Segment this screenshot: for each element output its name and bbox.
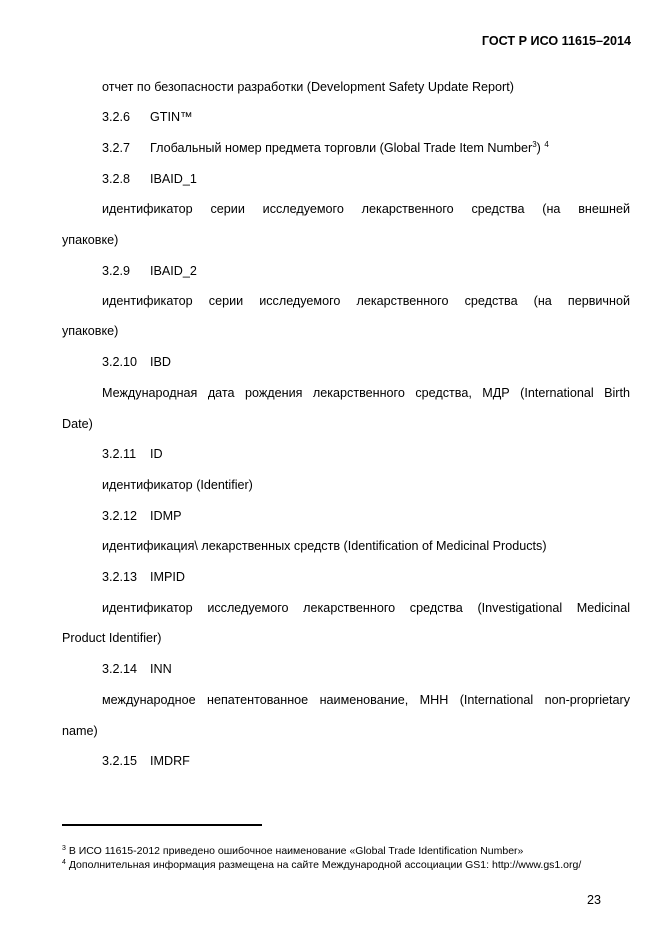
footnote-3 [62,845,523,857]
definition-line: Date) [62,417,93,431]
term-name: IMDRF [150,754,190,768]
term-name: Глобальный номер предмета торговли (Global Trade Item Number [150,141,533,155]
term-number: 3.2.8 [102,172,131,186]
definition-line: упаковке) [62,233,119,247]
definition-line: name) [62,724,98,738]
definition-line: идентификатор исследуемого лекарственного средства (Investigational Medicinal [102,601,630,615]
term-3-2-13 [102,569,185,585]
term-3-2-14 [102,661,172,677]
term-name: IBAID_2 [150,264,197,278]
term-3-2-6 [102,109,193,125]
footnote-mark: 4 [62,859,66,866]
term-3-2-15 [102,753,190,769]
definition-line: Product Identifier) [62,631,162,645]
term-name: IDMP [150,509,182,523]
definition-line: идентификация\ лекарственных средств (Identification of Medicinal Products) [102,539,547,553]
definition-line: идентификатор серии исследуемого лекарственного средства (на внешней [102,202,630,216]
term-name: INN [150,662,172,676]
footnote-text: В ИСО 11615-2012 приведено ошибочное наименование «Global Trade Identification Number» [68,845,524,857]
definition-line: международное непатентованное наименование, МНН (International non-proprietary [102,693,630,707]
page-number: 23 [586,893,601,907]
term-number: 3.2.10 [102,355,138,369]
term-close-paren: ) [536,141,541,155]
term-name: GTIN™ [150,110,193,124]
term-number: 3.2.11 [102,447,137,461]
term-number: 3.2.15 [102,754,138,768]
term-number: 3.2.13 [102,570,138,584]
term-3-2-12 [102,508,181,524]
footnote-ref: 3 [532,140,537,149]
term-name: ID [150,447,163,461]
term-name: IMPID [150,570,185,584]
term-3-2-9 [102,263,197,279]
definition-line: идентификатор (Identifier) [102,478,253,492]
term-3-2-7 [102,140,549,156]
term-number: 3.2.12 [102,509,138,523]
term-number: 3.2.9 [102,264,131,278]
term-3-2-10 [102,354,171,370]
term-number: 3.2.6 [102,110,131,124]
footnote-divider [62,824,262,826]
term-3-2-11 [102,446,163,462]
document-header: ГОСТ Р ИСО 11615–2014 [481,34,631,48]
term-3-2-8 [102,171,197,187]
footnote-4 [62,859,581,871]
term-number: 3.2.7 [102,141,131,155]
definition-line: Международная дата рождения лекарственного средства, МДР (International Birth [102,386,630,400]
term-name: IBAID_1 [150,172,197,186]
term-number: 3.2.14 [102,662,138,676]
footnote-text: Дополнительная информация размещена на сайте Международной ассоциации GS1: http://www.gs1.org/ [68,859,582,871]
definition-line: идентификатор серии исследуемого лекарственного средства (на первичной [102,294,630,308]
dsur-definition: отчет по безопасности разработки (Development Safety Update Report) [102,80,514,94]
footnote-mark: 3 [62,845,66,852]
definition-line: упаковке) [62,324,119,338]
term-name: IBD [150,355,171,369]
footnote-ref: 4 [544,140,549,149]
